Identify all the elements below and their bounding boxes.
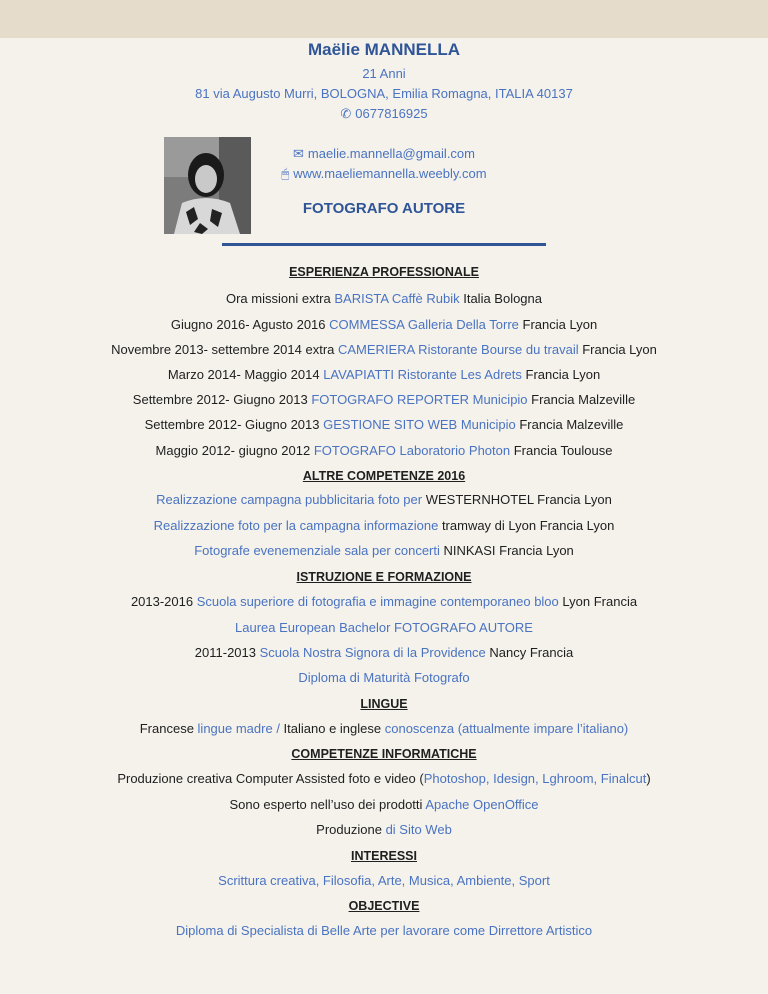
website-link[interactable]: www.maeliemannella.weebly.com [293,166,487,181]
text-segment: Giugno 2016- Agusto 2016 [170,317,330,332]
interests-heading: INTERESSI [351,849,417,863]
email-link[interactable]: maelie.mannella@gmail.com [307,146,475,161]
text-segment: Realizzazione campagna pubblicitaria foto per [156,492,426,507]
text-segment: di Sito Web [385,822,452,837]
education-row: Laurea European Bachelor FOTOGRAFO AUTORE [235,620,533,635]
skills-row [0,518,768,534]
skills-row [0,492,768,508]
text-segment: Maggio 2012- giugno 2012 [155,443,314,458]
it-row [0,822,768,838]
text-segment: Photoshop, Idesign, Lghroom, Finalcut [423,771,647,786]
objective-heading: OBJECTIVE [348,899,420,913]
text-segment: WESTERNHOTEL Francia Lyon [425,492,612,507]
skills-heading: ALTRE COMPETENZE 2016 [302,469,466,483]
person-name: Maëlie MANNELLA [307,40,461,59]
education-row [0,645,768,661]
interests-text: Scrittura creativa, Filosofia, Arte, Musica, Ambiente, Sport [218,873,550,888]
text-segment: Francese [139,721,198,736]
text-segment: Apache OpenOffice [425,797,539,812]
text-segment: Realizzazione foto per la campagna informazione [153,518,442,533]
text-segment: Francia Toulouse [510,443,613,458]
text-segment: Francia Malzeville [515,417,624,432]
education-heading: ISTRUZIONE E FORMAZIONE [296,570,472,584]
job-title: FOTOGRAFO AUTORE [302,200,466,217]
phone-icon: ✆ [340,106,352,121]
text-segment: CAMERIERA Ristorante Bourse du travail [338,342,579,357]
text-segment: Ora missioni extra [225,291,335,306]
text-segment: Produzione [316,822,386,837]
it-row [0,797,768,813]
experience-row [0,417,768,433]
languages-row [0,721,768,737]
experience-row [0,443,768,459]
text-segment: Settembre 2012- Giugno 2013 [132,392,312,407]
text-segment: COMMESSA Galleria Della Torre [329,317,519,332]
text-segment: Scuola superiore di fotografia e immagine contemporaneo bloo [196,594,559,609]
text-segment: LAVAPIATTI Ristorante Les Adrets [323,367,522,382]
text-segment: FOTOGRAFO REPORTER Municipio [311,392,528,407]
text-segment: Novembre 2013- settembre 2014 extra [111,342,338,357]
phone-line [0,106,768,122]
text-segment: Produzione creativa Computer Assisted foto e video ( [117,771,424,786]
experience-heading: ESPERIENZA PROFESSIONALE [289,265,479,279]
top-bar [0,0,768,38]
objective-text: Diploma di Specialista di Belle Arte per lavorare come Dirrettore Artistico [175,923,593,938]
text-segment: BARISTA Caffè Rubik [334,291,460,306]
skills-row [0,543,768,559]
text-segment: Marzo 2014- Maggio 2014 [167,367,324,382]
text-segment: conoscenza (attualmente impare l’italiano) [384,721,629,736]
text-segment: Fotografe evenemenziale sala per concerti [194,543,444,558]
text-segment: NINKASI Francia Lyon [443,543,574,558]
text-segment: Francia Lyon [521,367,601,382]
text-segment: Sono esperto nell’uso dei prodotti [229,797,426,812]
text-segment: Settembre 2012- Giugno 2013 [144,417,324,432]
languages-heading: LINGUE [360,697,408,711]
age: 21 Anni [362,66,406,81]
experience-row [0,392,768,408]
text-segment: Francia Malzeville [527,392,636,407]
education-row [0,594,768,610]
website-line [0,166,768,182]
experience-row [0,342,768,358]
text-segment: tramway di Lyon Francia Lyon [441,518,615,533]
experience-row [0,367,768,383]
mouse-icon: 🖱 [281,166,290,181]
experience-row [0,317,768,333]
text-segment: Nancy Francia [485,645,574,660]
email-line [0,146,768,162]
envelope-icon: ✉ [292,146,304,161]
education-row: Diploma di Maturità Fotografo [298,670,470,685]
divider-rule [222,243,546,246]
text-segment: FOTOGRAFO Laboratorio Photon [313,443,511,458]
text-segment: ) [646,771,651,786]
experience-row [0,291,768,307]
text-segment: 2013-2016 [130,594,197,609]
text-segment: 2011-2013 [194,645,260,660]
text-segment: Lyon Francia [558,594,638,609]
text-segment: Francia Lyon [578,342,657,357]
text-segment: lingue madre / [197,721,284,736]
text-segment: Francia Lyon [518,317,598,332]
it-heading: COMPETENZE INFORMATICHE [291,747,477,761]
address: 81 via Augusto Murri, BOLOGNA, Emilia Romagna, ITALIA 40137 [195,86,573,101]
text-segment: GESTIONE SITO WEB Municipio [323,417,516,432]
phone-number: 0677816925 [355,106,428,121]
text-segment: Scuola Nostra Signora di la Providence [259,645,486,660]
text-segment: Italiano e inglese [283,721,385,736]
text-segment: Italia Bologna [459,291,543,306]
it-row [0,771,768,787]
